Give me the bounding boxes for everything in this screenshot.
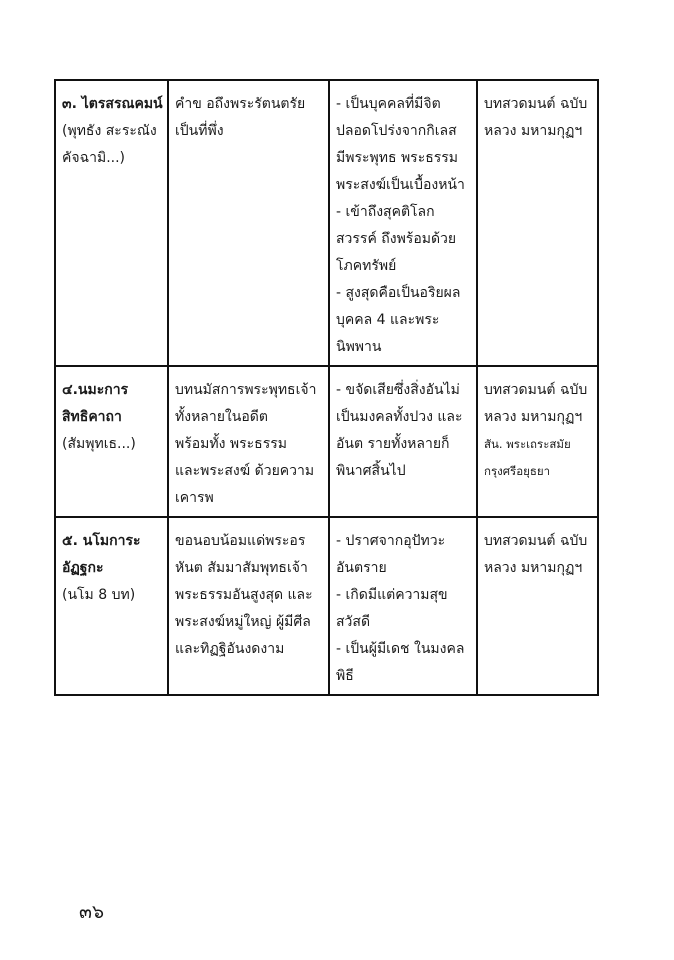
cell-line: เป็นมงคลทั้งปวง และ bbox=[336, 409, 463, 425]
source-cell bbox=[477, 80, 598, 366]
cell-line: ๓. ไตรสรณคมน์ bbox=[62, 96, 163, 112]
page-number: ๓๖ bbox=[79, 901, 105, 923]
cell-line: - ขจัดเสียซึ่งสิ่งอันไม่ bbox=[336, 382, 460, 398]
meaning-cell bbox=[168, 366, 329, 517]
cell-line: บทสวดมนต์ ฉบับ bbox=[484, 533, 588, 549]
cell-line: เป็นที่พึ่ง bbox=[175, 123, 224, 139]
chant-title-cell bbox=[55, 80, 168, 366]
cell-line: - เกิดมีแต่ความสุข bbox=[336, 587, 448, 603]
cell-line: พระสงฆ์หมู่ใหญ่ ผู้มีศีล bbox=[175, 614, 311, 630]
cell-line: หลวง มหามกุฏฯ bbox=[484, 560, 583, 576]
cell-line: พระธรรมอันสูงสุด และ bbox=[175, 587, 313, 603]
cell-line: - เข้าถึงสุคติโลก bbox=[336, 204, 435, 220]
benefit-cell bbox=[329, 366, 477, 517]
cell-line: พิธี bbox=[336, 668, 354, 684]
cell-line: สัน. พระเถระสมัย bbox=[484, 437, 571, 451]
cell-line: - เป็นผู้มีเดช ในมงคล bbox=[336, 641, 465, 657]
cell-line: คัจฉามิ...) bbox=[62, 150, 126, 166]
cell-line: มีพระพุทธ พระธรรม bbox=[336, 150, 459, 166]
cell-line: ขอนอบน้อมแด่พระอร bbox=[175, 533, 306, 549]
table-body bbox=[55, 80, 598, 695]
source-cell bbox=[477, 366, 598, 517]
cell-line: อันต รายทั้งหลายก็ bbox=[336, 436, 450, 452]
cell-line: บทสวดมนต์ ฉบับ bbox=[484, 96, 588, 112]
cell-line: (สัมพุทเธ...) bbox=[62, 436, 136, 452]
cell-line: - ปราศจากอุปัทวะ bbox=[336, 533, 446, 549]
cell-line: และพระสงฆ์ ด้วยความ bbox=[175, 463, 315, 479]
chant-title-cell bbox=[55, 366, 168, 517]
cell-line: - สูงสุดคือเป็นอริยผล bbox=[336, 285, 461, 301]
cell-line: กรุงศรีอยุธยา bbox=[484, 464, 551, 478]
cell-line: - เป็นบุคคลที่มีจิต bbox=[336, 96, 441, 112]
cell-line: ๔.นมะการ bbox=[62, 382, 129, 398]
cell-line: พร้อมทั้ง พระธรรม bbox=[175, 436, 287, 452]
meaning-cell bbox=[168, 517, 329, 695]
benefit-cell bbox=[329, 80, 477, 366]
cell-line: หลวง มหามกุฏฯ bbox=[484, 123, 583, 139]
cell-line: บุคคล 4 และพระ bbox=[336, 312, 440, 328]
cell-line: (นโม 8 บท) bbox=[62, 587, 136, 603]
cell-line: หันต สัมมาสัมพุทธเจ้า bbox=[175, 560, 308, 576]
table-row bbox=[55, 517, 598, 695]
benefit-cell bbox=[329, 517, 477, 695]
cell-line: อันตราย bbox=[336, 560, 387, 576]
cell-line: (พุทธัง สะระณัง bbox=[62, 123, 157, 139]
cell-line: ๕. นโมการะ bbox=[62, 533, 141, 549]
cell-line: พินาศสิ้นไป bbox=[336, 463, 406, 479]
meaning-cell bbox=[168, 80, 329, 366]
cell-line: นิพพาน bbox=[336, 339, 382, 355]
cell-line: ทั้งหลายในอดีต bbox=[175, 409, 268, 425]
cell-line: สิทธิคาถา bbox=[62, 409, 122, 425]
cell-line: อัฏฐกะ bbox=[62, 560, 104, 576]
chant-table bbox=[54, 79, 599, 696]
cell-line: หลวง มหามกุฏฯ bbox=[484, 409, 583, 425]
cell-line: และทิฏฐิอันงดงาม bbox=[175, 641, 285, 657]
chant-title-cell bbox=[55, 517, 168, 695]
source-cell bbox=[477, 517, 598, 695]
table-row bbox=[55, 80, 598, 366]
cell-line: พระสงฆ์เป็นเบื้องหน้า bbox=[336, 177, 465, 193]
cell-line: เคารพ bbox=[175, 490, 214, 506]
cell-line: บทนมัสการพระพุทธเจ้า bbox=[175, 382, 317, 398]
cell-line: ปลอดโปร่งจากกิเลส bbox=[336, 123, 457, 139]
cell-line: บทสวดมนต์ ฉบับ bbox=[484, 382, 588, 398]
cell-line: สวัสดี bbox=[336, 614, 371, 630]
table-row bbox=[55, 366, 598, 517]
cell-line: คำข อถึงพระรัตนตรัย bbox=[175, 96, 306, 112]
cell-line: สวรรค์ ถึงพร้อมด้วย bbox=[336, 231, 457, 247]
cell-line: โภคทรัพย์ bbox=[336, 258, 397, 274]
